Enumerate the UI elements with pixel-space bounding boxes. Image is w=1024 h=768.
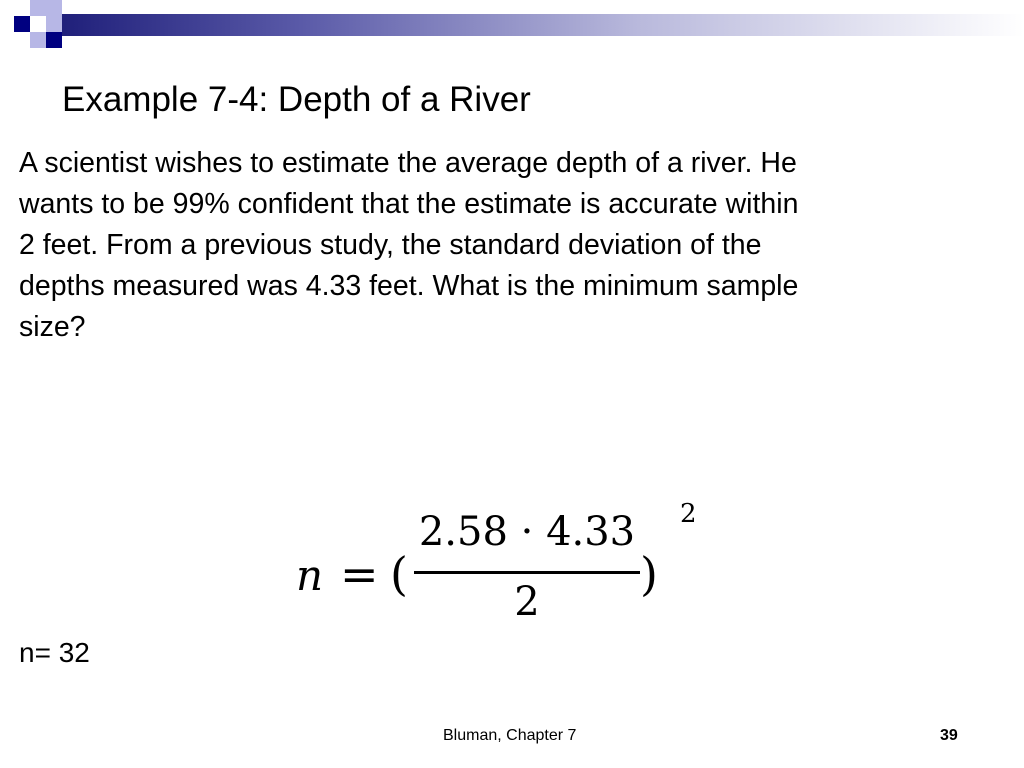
decor-square bbox=[46, 0, 62, 16]
decor-square bbox=[46, 16, 62, 32]
gradient-bar bbox=[60, 14, 1024, 36]
page-number: 39 bbox=[940, 727, 958, 744]
formula-denominator: 2 bbox=[514, 579, 540, 625]
formula-left-paren: ( bbox=[390, 547, 408, 601]
formula-equals: = bbox=[340, 547, 379, 601]
decor-square bbox=[46, 32, 62, 48]
decor-square bbox=[30, 0, 46, 16]
formula-right-paren: ) bbox=[640, 547, 658, 601]
decor-square bbox=[14, 16, 30, 32]
decor-square bbox=[30, 32, 46, 48]
fraction-bar bbox=[414, 571, 640, 574]
problem-line: depths measured was 4.33 feet. What is the minimum sample bbox=[19, 270, 799, 302]
footer-source: Bluman, Chapter 7 bbox=[443, 727, 577, 744]
problem-line: size? bbox=[19, 311, 86, 343]
problem-line: wants to be 99% confident that the estimate is accurate within bbox=[19, 188, 799, 220]
result-text: n= 32 bbox=[19, 637, 90, 668]
problem-text bbox=[19, 143, 979, 348]
sample-size-formula bbox=[296, 499, 716, 635]
formula-exponent: 2 bbox=[680, 499, 697, 529]
slide-title: Example 7-4: Depth of a River bbox=[62, 80, 531, 119]
problem-line: A scientist wishes to estimate the average depth of a river. He bbox=[19, 147, 797, 179]
problem-line: 2 feet. From a previous study, the standard deviation of the bbox=[19, 229, 762, 261]
formula-variable: n bbox=[296, 551, 324, 600]
formula-numerator: 2.58 · 4.33 bbox=[418, 509, 636, 555]
